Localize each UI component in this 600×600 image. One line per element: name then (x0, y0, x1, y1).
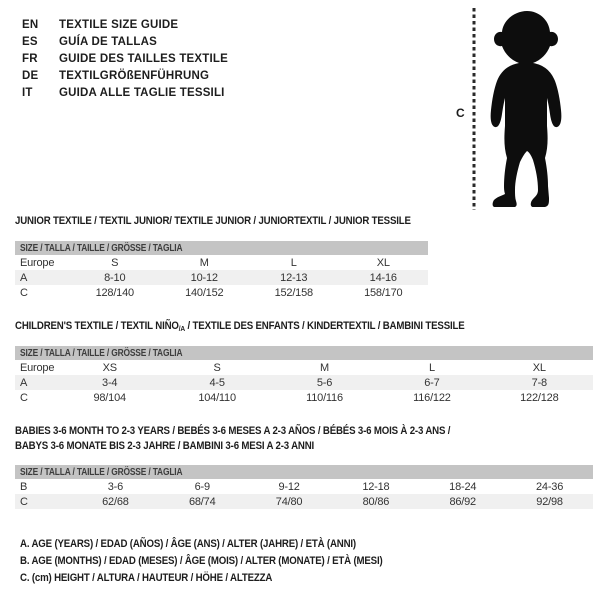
table-row (15, 360, 593, 375)
table-cell: 98/104 (93, 391, 126, 404)
table-title-text: BABIES 3-6 MONTH TO 2-3 YEARS / BEBÉS 3-6 MESES A 2-3 AÑOS / BÉBÉS 3-6 MOIS À 2-3 ANS / (15, 425, 451, 437)
table-cell: L (428, 361, 435, 374)
table-title-text: BABYS 3-6 MONATE BIS 2-3 JAHRE / BAMBINI 3-6 MESI A 2-3 ANNI (15, 440, 315, 452)
table-cell: 12-18 (362, 480, 390, 493)
table-cell: 8-10 (104, 271, 126, 284)
table-cell: 68/74 (188, 495, 216, 508)
title-segment: CHILDREN'S TEXTILE / TEXTIL NIÑO (15, 320, 179, 332)
table-cell: 140/152 (185, 286, 224, 299)
legend-text: C. (cm) HEIGHT / ALTURA / HAUTEUR / HÖHE / ALTEZZA (20, 572, 273, 584)
row-label: A (20, 376, 28, 389)
table-cell: 158/170 (364, 286, 403, 299)
language-row (22, 33, 228, 50)
legend-line-c (20, 570, 432, 587)
table-title-text (15, 320, 465, 333)
table-cell: 86/92 (449, 495, 476, 508)
legend-line-a (20, 536, 432, 553)
table-cell: 62/68 (102, 495, 129, 508)
babies-table (15, 424, 593, 509)
table-title (15, 320, 593, 334)
table-cell: S (213, 361, 221, 374)
table-cell: 18-24 (449, 480, 477, 493)
legend-text: A. AGE (YEARS) / EDAD (AÑOS) / ÂGE (ANS) / ALTER (JAHRE) / ETÀ (ANNI) (20, 538, 356, 550)
table-cell: 152/158 (274, 286, 313, 299)
children-table (15, 320, 593, 405)
size-header-text: SIZE / TALLA / TAILLE / GRÖSSE / TAGLIA (20, 347, 183, 359)
height-label: C (456, 106, 465, 120)
table-title-text: JUNIOR TEXTILE / TEXTIL JUNIOR/ TEXTILE JUNIOR / JUNIORTEXTIL / JUNIOR TESSILE (15, 215, 411, 227)
table-cell: 6-9 (194, 480, 210, 493)
table-cell: 7-8 (531, 376, 547, 389)
table-cell: 4-5 (209, 376, 225, 389)
language-code: DE (22, 69, 39, 82)
table-cell: 74/80 (275, 495, 303, 508)
language-title: GUIDA ALLE TAGLIE TESSILI (59, 86, 225, 99)
table-cell: L (290, 256, 297, 269)
table-title (15, 424, 593, 439)
table-cell: 110/116 (306, 391, 343, 404)
language-code: FR (22, 52, 38, 65)
table-row (15, 255, 428, 270)
table-row (15, 285, 428, 300)
table-cell: 3-6 (107, 480, 124, 493)
size-header-text: SIZE / TALLA / TAILLE / GRÖSSE / TAGLIA (20, 242, 183, 254)
table-cell: 14-16 (369, 271, 397, 284)
language-code: ES (22, 35, 38, 48)
table-row (15, 494, 593, 509)
row-label: Europe (20, 256, 55, 269)
junior-table (15, 215, 428, 300)
legend-line-b (20, 553, 432, 570)
size-header-bar (15, 465, 593, 479)
table-cell: 24-36 (535, 480, 564, 493)
table-cell: 6-7 (424, 376, 440, 389)
size-header-bar (15, 346, 593, 360)
height-measure-line (472, 8, 476, 210)
table-row (15, 479, 593, 494)
table-cell: S (111, 256, 119, 269)
legend (20, 536, 432, 587)
size-header-bar (15, 241, 428, 255)
row-label: A (20, 271, 28, 284)
table-cell: 10-12 (190, 271, 218, 284)
table-cell: 122/128 (520, 391, 559, 404)
table-cell: 104/110 (198, 391, 236, 404)
table-rows (15, 479, 593, 509)
table-cell: XS (102, 361, 117, 374)
table-cell: 5-6 (316, 376, 333, 389)
language-title: TEXTILGRÖßENFÜHRUNG (59, 69, 210, 82)
title-segment: / TEXTILE DES ENFANTS / KINDERTEXTIL / BAMBINI TESSILE (185, 320, 465, 332)
legend-text: B. AGE (MONTHS) / EDAD (MESES) / ÂGE (MOIS) / ALTER (MONATE) / ETÀ (MESI) (20, 555, 383, 567)
language-row (22, 67, 228, 84)
table-cell: 12-13 (280, 271, 308, 284)
table-cell: XL (376, 256, 390, 269)
row-label: C (20, 286, 28, 299)
table-row (15, 390, 593, 405)
table-cell: 92/98 (536, 495, 563, 508)
table-row (15, 270, 428, 285)
table-cell: M (320, 361, 329, 374)
row-label: B (20, 480, 28, 493)
language-row (22, 16, 228, 33)
language-title: TEXTILE SIZE GUIDE (59, 18, 179, 31)
row-label: C (20, 495, 28, 508)
table-row (15, 375, 593, 390)
row-label: C (20, 391, 28, 404)
baby-silhouette-icon (481, 8, 571, 208)
table-cell: 128/140 (95, 286, 134, 299)
table-cell: 3-4 (102, 376, 118, 389)
table-title (15, 215, 428, 229)
table-title (15, 439, 593, 454)
row-label: Europe (20, 361, 55, 374)
size-header-text: SIZE / TALLA / TAILLE / GRÖSSE / TAGLIA (20, 466, 183, 478)
table-cell: M (199, 256, 209, 269)
language-title: GUIDE DES TAILLES TEXTILE (59, 52, 228, 65)
table-rows (15, 255, 428, 300)
table-cell: XL (532, 361, 546, 374)
language-row (22, 84, 228, 101)
title-subscript: /A (178, 324, 186, 333)
language-list (22, 16, 228, 101)
table-rows (15, 360, 593, 405)
table-cell: 80/86 (362, 495, 390, 508)
table-cell: 9-12 (278, 480, 300, 493)
height-figure (452, 6, 598, 214)
language-title: GUÍA DE TALLAS (59, 35, 157, 48)
language-code: IT (22, 86, 33, 99)
table-cell: 116/122 (413, 391, 451, 404)
language-code: EN (22, 18, 39, 31)
language-row (22, 50, 228, 67)
